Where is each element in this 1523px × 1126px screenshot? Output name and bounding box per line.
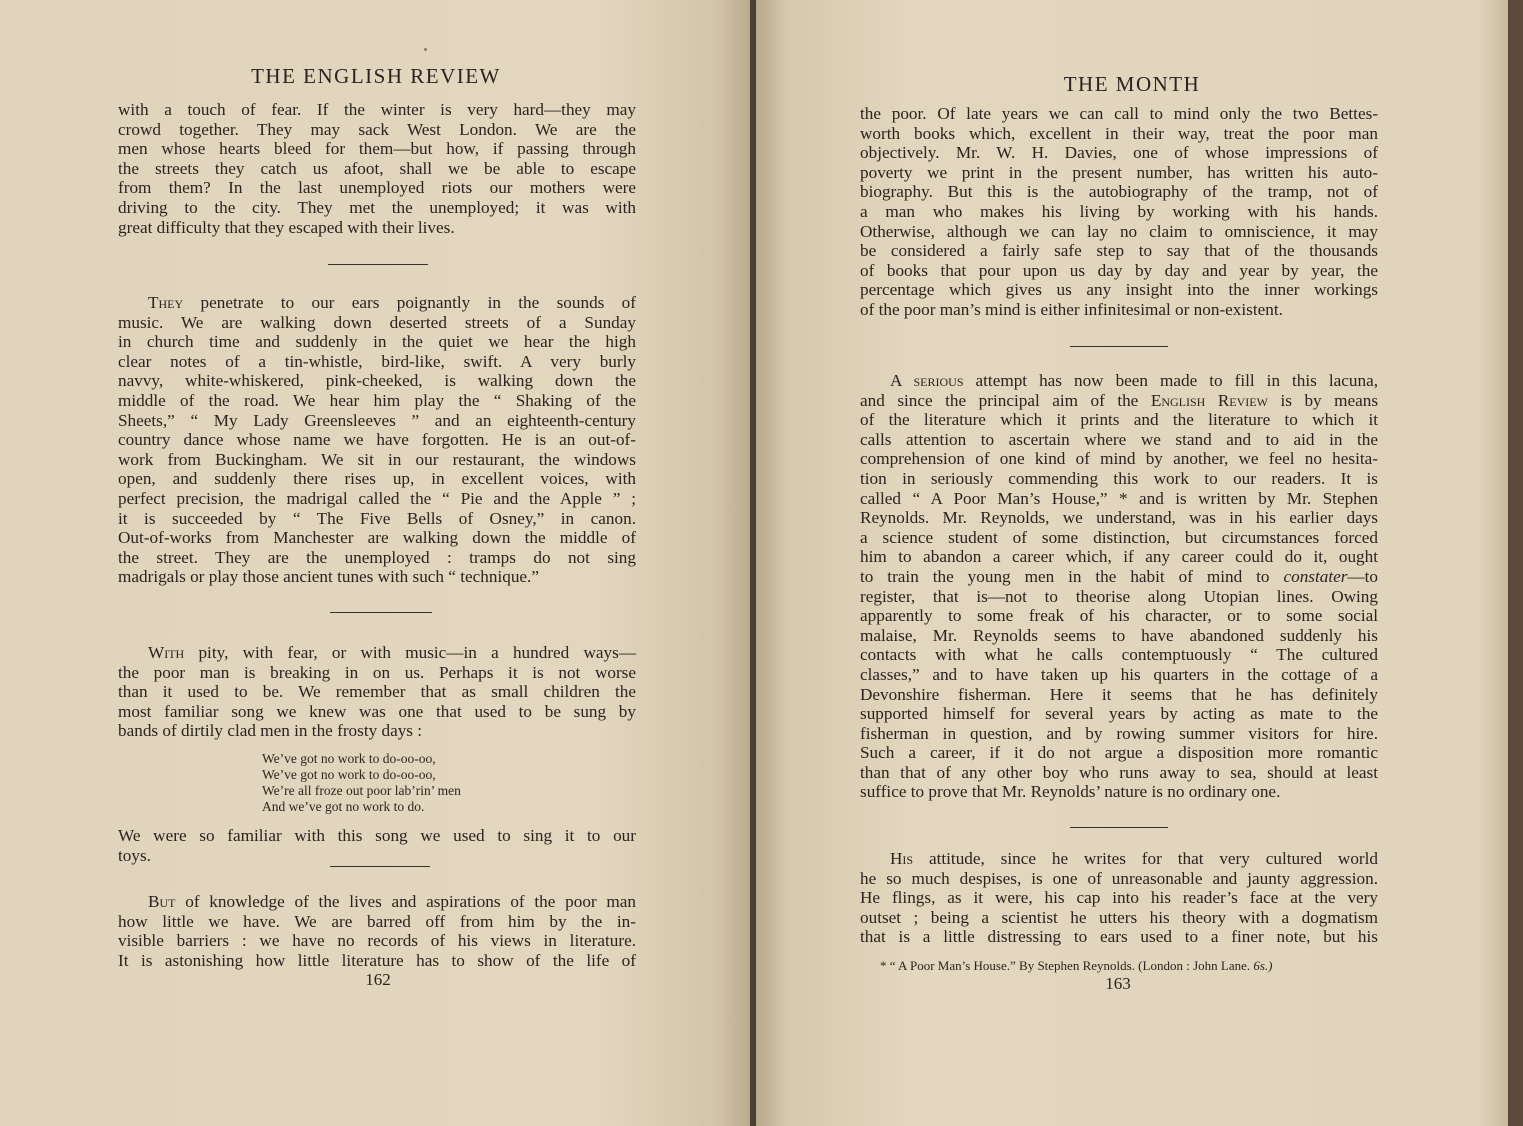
page-number-right: 163 xyxy=(1105,974,1131,993)
text-line: open, and suddenly there rises up, in excellent voices, with xyxy=(118,469,636,489)
text-line: visible barriers : we have no records of his views in literature. xyxy=(118,931,636,951)
text-line: penetrate to our ears poignantly in the sounds of xyxy=(200,293,636,312)
text-line: Otherwise, although we can lay no claim to omniscience, it may xyxy=(860,221,1378,241)
running-head-right: THE MONTH xyxy=(1063,72,1201,96)
drop-word: His xyxy=(890,849,914,868)
text-line: than it used to be. We remember that as small children the xyxy=(118,682,636,702)
footnote xyxy=(880,958,1273,974)
drop-word: But xyxy=(148,892,176,911)
verse-line: We’ve got no work to do-oo-oo, xyxy=(262,767,436,782)
page-number-left: 162 xyxy=(365,970,391,989)
text-line: most familiar song we knew was one that used to be sung by xyxy=(118,701,636,721)
text-line: worth books which, excellent in their way, treat the poor man xyxy=(860,123,1378,143)
text-line: called “ A Poor Man’s House,” * and is written by Mr. Stephen xyxy=(860,488,1378,508)
text-line: attempt has now been made to fill in this lacuna, xyxy=(975,371,1379,390)
text-line: of books that pour upon us day by day and year by year, the xyxy=(860,260,1378,280)
text-line: a science student of some distinction, but circumstances forced xyxy=(860,527,1378,547)
section-rule xyxy=(1070,827,1168,828)
text-line: toys. xyxy=(118,845,151,865)
text-line: Such a career, if it do not argue a disposition more romantic xyxy=(860,743,1378,763)
text-line: of the literature which it prints and the literature to which it xyxy=(860,410,1378,430)
text-line: how little we have. We are barred off from him by the in- xyxy=(118,911,636,931)
verse-line: We’ve got no work to do-oo-oo, xyxy=(262,751,436,766)
footnote-text: * “ A Poor Man’s House.” By Stephen Reynolds. (London : John Lane. xyxy=(880,958,1251,973)
text-line: of knowledge of the lives and aspirations of the poor man xyxy=(185,892,637,911)
drop-word: serious xyxy=(913,371,964,390)
left-paragraph-5 xyxy=(118,892,636,970)
text-line: We were so familiar with this song we used to sing it to our xyxy=(118,826,636,845)
text-line: Reynolds. Mr. Reynolds, we understand, was in his earlier days xyxy=(860,508,1378,528)
text-line: work from Buckingham. We sit in our restaurant, the windows xyxy=(118,449,636,469)
text-line: country dance whose name we have forgotten. He is an out-of- xyxy=(118,430,636,450)
text-line: of the poor man’s mind is either infinitesimal or non-existent. xyxy=(860,299,1283,319)
text-line: clear notes of a tin-whistle, bird-like, swift. A very burly xyxy=(118,351,636,371)
text-line: It is astonishing how little literature has to show of the life of xyxy=(118,950,636,970)
verse-line: And we’ve got no work to do. xyxy=(262,799,425,814)
text-line: comprehension of one kind of mind by another, we feel no hesita- xyxy=(860,449,1378,469)
text-line: apparently to some freak of his character, or to some social xyxy=(860,606,1378,626)
text-line: He flings, as it were, his cap into his reader’s face at the very xyxy=(860,888,1378,908)
text-line: percentage which gives us any insight into the inner workings xyxy=(860,280,1378,300)
section-rule xyxy=(330,612,432,613)
text-fragment: to train the young men in the habit of mind to xyxy=(860,566,1270,586)
drop-word: With xyxy=(148,643,185,662)
text-line: attitude, since he writes for that very cultured world xyxy=(928,849,1379,868)
text-line: Sheets,” “ My Lady Greensleeves ” and an eighteenth-century xyxy=(118,410,636,430)
left-paragraph-4 xyxy=(118,826,636,865)
text-line: men whose hearts bleed for them—but how, if passing through xyxy=(118,139,636,159)
section-rule xyxy=(328,264,428,265)
text-line: the poor. Of late years we can call to mind only the two Bettes- xyxy=(860,104,1378,123)
text-line: register, that is—not to theorise along Utopian lines. Owing xyxy=(860,586,1378,606)
right-paragraph-2 xyxy=(860,371,1378,802)
section-rule xyxy=(1070,346,1168,347)
text-line: madrigals or play those ancient tunes with such “ technique.” xyxy=(118,567,539,587)
right-page xyxy=(756,0,1508,1126)
text-line: supported himself for several years by acting as mate to the xyxy=(860,704,1378,724)
running-head-left: THE ENGLISH REVIEW xyxy=(251,64,501,88)
section-rule xyxy=(330,866,430,867)
right-paragraph-3 xyxy=(860,849,1378,947)
left-page xyxy=(0,0,752,1126)
text-line: malaise, Mr. Reynolds seems to have abandoned suddenly his xyxy=(860,625,1378,645)
text-line: fisherman in question, and by rowing summer visitors for hire. xyxy=(860,723,1378,743)
text-line: calls attention to ascertain where we stand and to aid in the xyxy=(860,429,1378,449)
text-line: pity, with fear, or with music—in a hundred ways— xyxy=(198,643,637,662)
text-line: from them? In the last unemployed riots our mothers were xyxy=(118,178,636,198)
text-fragment: A xyxy=(890,371,902,390)
text-line: contacts with what he calls contemptuously “ The cultured xyxy=(860,645,1378,665)
text-line: in church time and suddenly in the quiet we hear the high xyxy=(118,332,636,352)
text-fragment: —to xyxy=(1347,566,1378,586)
text-line: him to abandon a career which, if any career could do it, ought xyxy=(860,547,1378,567)
journal-name: English Review xyxy=(1150,390,1268,410)
text-line: driving to the city. They met the unemployed; it was with xyxy=(118,197,636,217)
verse-line: We’re all froze out poor lab’rin’ men xyxy=(262,783,461,798)
text-line: great difficulty that they escaped with their lives. xyxy=(118,217,455,237)
text-fragment: and since the principal aim of the xyxy=(860,390,1139,410)
text-line: the street. They are the unemployed : tramps do not sing xyxy=(118,547,636,567)
text-line: navvy, white-whiskered, pink-cheeked, is walking down the xyxy=(118,371,636,391)
page-mark xyxy=(424,48,427,51)
text-line: that is a little distressing to ears used to a finer note, but his xyxy=(860,927,1378,947)
drop-word: They xyxy=(148,293,184,312)
left-paragraph-1 xyxy=(118,100,636,237)
text-line: poverty we print in the present number, has written his auto- xyxy=(860,162,1378,182)
text-fragment: is by means xyxy=(1280,390,1379,410)
text-line: Out-of-works from Manchester are walking down the middle of xyxy=(118,528,636,548)
text-line: objectively. Mr. W. H. Davies, one of whose impressions of xyxy=(860,143,1378,163)
text-line: Devonshire fisherman. Here it seems that he has definitely xyxy=(860,684,1378,704)
left-paragraph-3 xyxy=(118,643,636,741)
text-line: music. We are walking down deserted streets of a Sunday xyxy=(118,312,636,332)
text-line: the streets they catch us afoot, shall we be able to escape xyxy=(118,158,636,178)
text-line: tion in seriously commending this work to our readers. It is xyxy=(860,468,1378,488)
text-line: biography. But this is the autobiography of the tramp, not of xyxy=(860,182,1378,202)
text-line: suffice to prove that Mr. Reynolds’ nature is no ordinary one. xyxy=(860,782,1281,802)
text-line: he so much despises, is one of unreasonable and jaunty aggression. xyxy=(860,868,1378,888)
text-line: it is succeeded by “ The Five Bells of Osney,” in canon. xyxy=(118,508,636,528)
text-line: with a touch of fear. If the winter is very hard—they may xyxy=(118,100,636,119)
text-line: the poor man is breaking in on us. Perhaps it is not worse xyxy=(118,662,636,682)
footnote-price: 6s.) xyxy=(1253,958,1273,973)
song-verse xyxy=(262,751,461,815)
text-line: middle of the road. We hear him play the “ Shaking of the xyxy=(118,390,636,410)
left-paragraph-2 xyxy=(118,293,636,587)
text-line: be considered a fairly safe step to say that of the thousands xyxy=(860,241,1378,261)
italic-word: constater xyxy=(1283,566,1348,586)
text-line: a man who makes his living by working with his hands. xyxy=(860,201,1378,221)
text-line: outset ; being a scientist he utters his theory with a dogmatism xyxy=(860,907,1378,927)
text-line: classes,” and to have taken up his quarters in the cottage of a xyxy=(860,664,1378,684)
text-line: bands of dirtily clad men in the frosty days : xyxy=(118,721,423,741)
text-line: than that of any other boy who runs away to sea, should at least xyxy=(860,762,1378,782)
right-paragraph-1 xyxy=(860,104,1378,320)
page-edge xyxy=(1508,0,1523,1126)
text-line: perfect precision, the madrigal called the “ Pie and the Apple ” ; xyxy=(118,488,636,508)
text-line: crowd together. They may sack West London. We are the xyxy=(118,119,636,139)
